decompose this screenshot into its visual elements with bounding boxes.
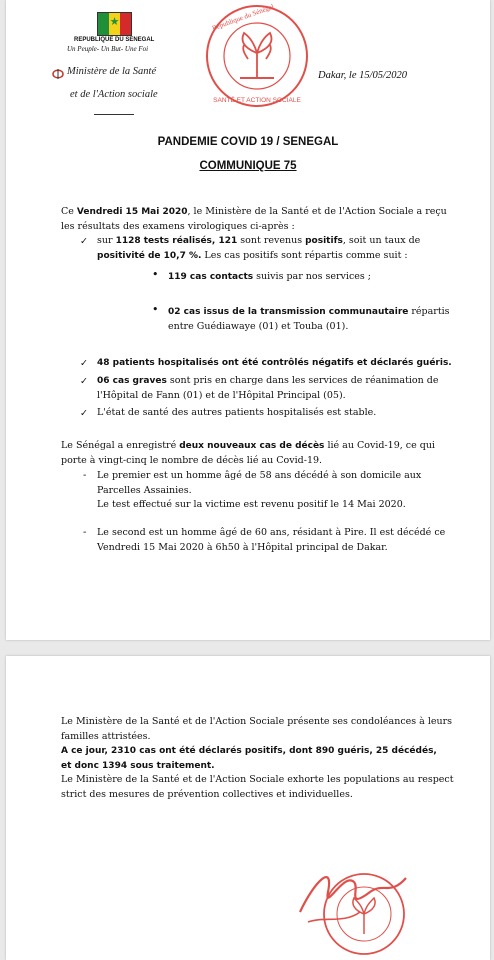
check-icon: ✓ (80, 358, 88, 369)
totals-l1: A ce jour, 2310 cas ont été déclarés positifs, dont 890 guéris, 25 décédés, (61, 746, 437, 756)
deaths-count: deux nouveaux cas de décès (179, 441, 325, 451)
intro-date: Vendredi 15 Mai 2020 (76, 207, 188, 217)
document-page-1 (6, 0, 490, 640)
deaths-a: Le Sénégal a enregistré (61, 440, 180, 451)
dash-bullet: - (83, 527, 87, 538)
ministry-name-line2: et de l'Action sociale (70, 89, 158, 100)
official-stamp-icon (204, 3, 310, 109)
deaths-total: porte à vingt-cinq le nombre de décès lié au Covid-19. (61, 454, 323, 466)
check-icon: ✓ (80, 408, 88, 419)
condolences-l2: familles attristées. (61, 730, 151, 742)
totals-l2: et donc 1394 sous traitement. (61, 760, 215, 771)
communique-number: COMMUNIQUE 75 (199, 160, 297, 172)
tests-g: Les cas positifs sont répartis comme suit : (201, 249, 408, 261)
country-name: REPUBLIQUE DU SENEGAL (74, 37, 155, 43)
ministry-name-line1: Ministère de la Santé (67, 66, 157, 77)
tests-a: sur (97, 235, 116, 246)
check-icon: ✓ (80, 376, 88, 387)
dash-bullet: - (83, 470, 87, 481)
intro-paragraph (61, 205, 447, 234)
document-page-2 (6, 656, 490, 960)
severe-hospitals: l'Hôpital de Fann (01) et de l'Hôpital Principal (05). (97, 389, 346, 401)
document-title: PANDEMIE COVID 19 / SENEGAL (157, 136, 339, 148)
first-death-l1: Le premier est un homme âgé de 58 ans décédé à son domicile aux (97, 470, 422, 481)
deaths-c: lié au Covid-19, ce qui (324, 440, 435, 451)
severe-count: 06 cas graves (97, 376, 167, 386)
tests-count: 1128 tests réalisés, 121 (115, 236, 238, 246)
contacts-rest: suivis par nos services ; (253, 271, 371, 282)
header-divider (94, 114, 134, 115)
second-death-l2: Vendredi 15 Mai 2020 à 6h50 à l'Hôpital principal de Dakar. (97, 541, 388, 553)
contacts-count: 119 cas contacts (168, 272, 254, 282)
national-motto: Un Peuple- Un But- Une Foi (67, 45, 149, 53)
intro-text-a: Ce (61, 206, 77, 217)
tests-positive: positifs (305, 236, 343, 246)
stable-text: L'état de santé des autres patients hospitalisés est stable. (97, 407, 377, 418)
second-death-item (97, 526, 445, 555)
community-count: 02 cas issus de la transmission communautaire (168, 307, 409, 317)
first-death-item (97, 469, 421, 513)
positivity-rate: positivité de 10,7 %. (97, 250, 202, 261)
contacts-item (168, 270, 371, 285)
ministry-logo-icon (51, 66, 65, 80)
svg-text:SANTÉ ET ACTION SOCIALE: SANTÉ ET ACTION SOCIALE (213, 97, 301, 104)
community-locations: entre Guédiawaye (01) et Touba (01). (168, 320, 349, 332)
deaths-paragraph (61, 439, 435, 468)
check-icon: ✓ (80, 236, 88, 247)
second-death-l1: Le second est un homme âgé de 60 ans, résidant à Pire. Il est décédé ce (97, 527, 446, 538)
intro-text-c: les résultats des examens virologiques ci-après : (61, 220, 295, 232)
signature-stamp-icon (294, 852, 412, 956)
stable-item (97, 406, 376, 421)
severe-item (97, 374, 439, 403)
bullet-icon: • (152, 268, 159, 281)
recovered-text: 48 patients hospitalisés ont été contrôlés négatifs et déclarés guéris. (97, 358, 452, 368)
exhort-l1: Le Ministère de la Santé et de l'Action Sociale exhorte les populations au respect (61, 774, 454, 785)
tests-c: sont revenus (237, 235, 306, 246)
svg-text:République du Sénégal: République du Sénégal (211, 3, 275, 33)
senegal-flag-icon: ★ (97, 12, 132, 36)
condolences-paragraph (61, 715, 454, 802)
intro-text-b: , le Ministère de la Santé et de l'Action Sociale a reçu (187, 206, 447, 217)
condolences-l1: Le Ministère de la Santé et de l'Action Sociale présente ses condoléances à leurs (61, 716, 453, 727)
recovered-item (97, 356, 452, 371)
tests-e: , soit un taux de (342, 235, 421, 246)
community-item (168, 305, 450, 334)
first-death-l2: Parcelles Assainies. (97, 484, 192, 496)
first-death-l3: Le test effectué sur la victime est revenu positif le 14 Mai 2020. (97, 499, 406, 510)
severe-rest: sont pris en charge dans les services de réanimation de (166, 375, 439, 386)
exhort-l2: strict des mesures de prévention collectives et individuelles. (61, 788, 353, 800)
tests-paragraph (97, 234, 420, 263)
document-date: Dakar, le 15/05/2020 (318, 70, 407, 81)
bullet-icon: • (152, 303, 159, 316)
community-rest: répartis (408, 306, 450, 317)
